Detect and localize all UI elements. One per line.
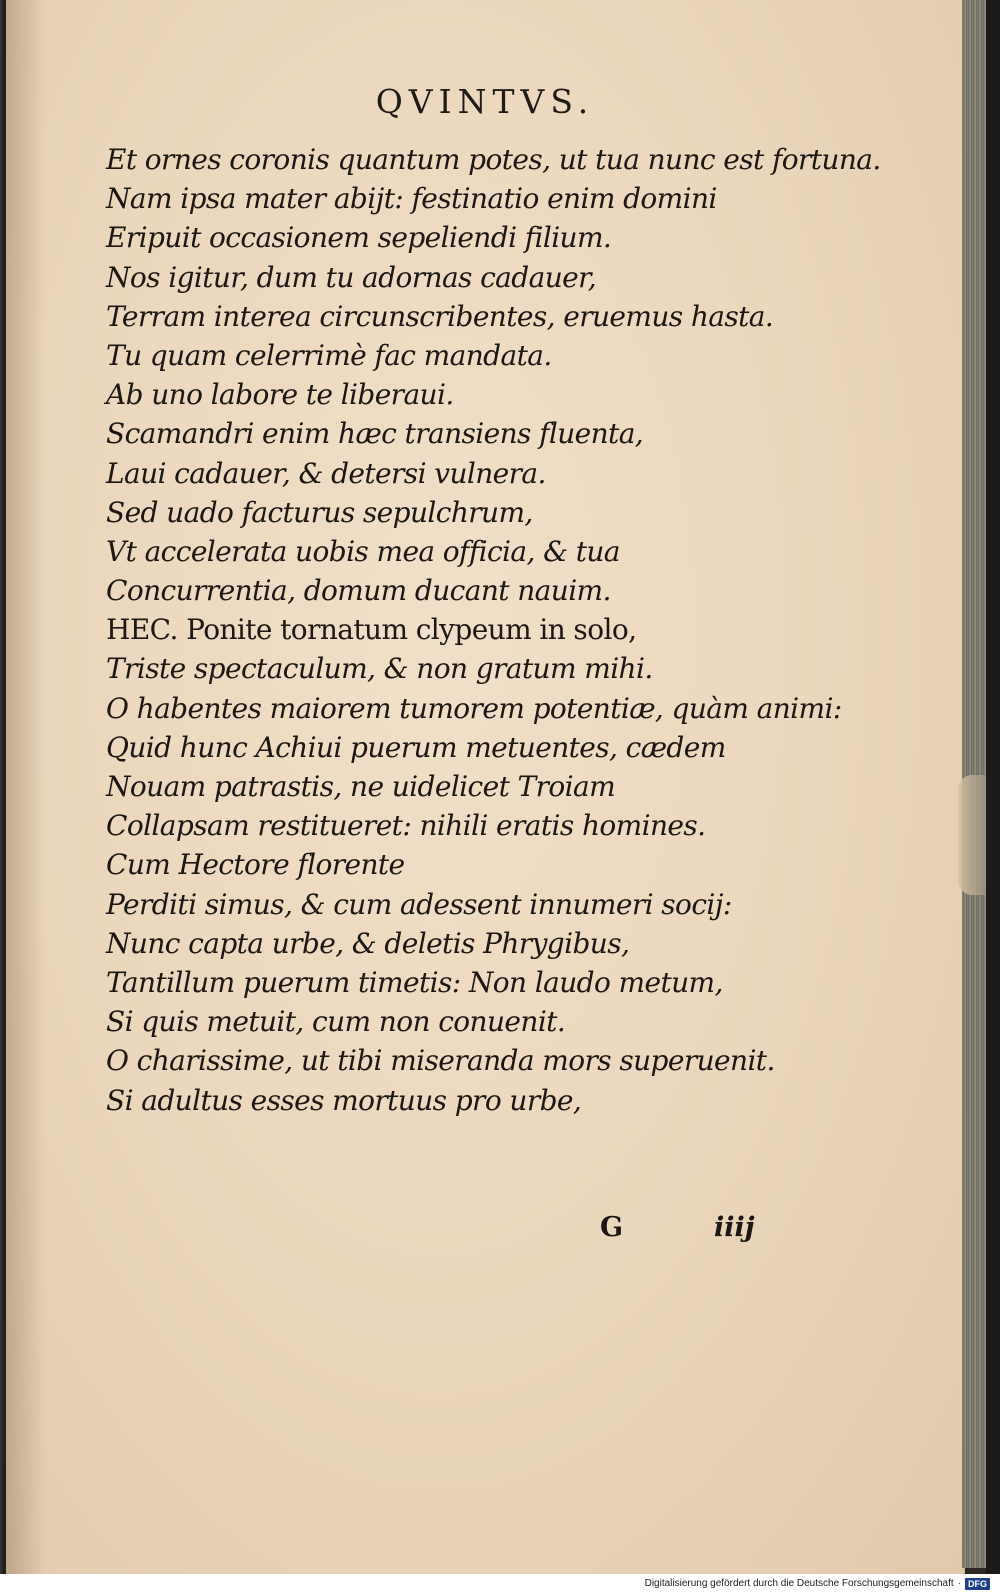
- signature-mark: [0, 1212, 958, 1252]
- text-line: HEC. Ponite tornatum clypeum in solo,: [106, 613, 637, 647]
- signature-number: iiij: [714, 1212, 755, 1243]
- background-edge: [986, 0, 1000, 1593]
- page-edges-bulge: [958, 775, 986, 895]
- text-line: Et ornes coronis quantum potes, ut tua nunc est fortuna.: [106, 143, 881, 176]
- text-line: Ab uno labore te liberaui.: [106, 378, 454, 412]
- text-line: Sed uado facturus sepulchrum,: [106, 495, 533, 529]
- text-line: Si quis metuit, cum non conuenit.: [106, 1005, 566, 1039]
- credit-text: Digitalisierung gefördert durch die Deutsche Forschungsgemeinschaft: [644, 1578, 954, 1589]
- text-line: Vt accelerata uobis mea officia, & tua: [106, 534, 620, 568]
- text-line: Cum Hectore florente: [106, 848, 405, 882]
- verse-text-block: [106, 140, 946, 1120]
- text-line: Scamandri enim hæc transiens fluenta,: [106, 417, 644, 451]
- text-line: O habentes maiorem tumorem potentiæ, quàm animi:: [106, 691, 842, 725]
- signature-letter: G: [600, 1212, 624, 1243]
- text-line: Tantillum puerum timetis: Non laudo metum,: [106, 965, 723, 999]
- separator-dot: ·: [957, 1578, 961, 1589]
- text-line: Tu quam celerrimè fac mandata.: [106, 338, 552, 372]
- text-line: Nouam patrastis, ne uidelicet Troiam: [106, 770, 616, 803]
- text-line: Collapsam restitueret: nihili eratis homines.: [106, 809, 706, 843]
- text-line: Concurrentia, domum ducant nauim.: [106, 574, 611, 608]
- dfg-logo-icon[interactable]: DFG: [965, 1578, 990, 1590]
- text-line: Nos igitur, dum tu adornas cadauer,: [106, 260, 597, 294]
- text-line: Terram interea circunscribentes, eruemus hasta.: [106, 299, 774, 333]
- text-line: Nam ipsa mater abijt: festinatio enim domini: [106, 182, 717, 216]
- text-line: Eripuit occasionem sepeliendi filium.: [106, 221, 612, 255]
- text-line: Nunc capta urbe, & deletis Phrygibus,: [106, 926, 630, 960]
- gutter-shadow: [6, 0, 46, 1574]
- text-line: Laui cadauer, & detersi vulnera.: [106, 456, 546, 490]
- text-line: Triste spectaculum, & non gratum mihi.: [106, 652, 653, 686]
- text-line: Si adultus esses mortuus pro urbe,: [106, 1083, 582, 1117]
- text-line: Perditi simus, & cum adessent innumeri socij:: [106, 887, 732, 921]
- text-line: O charissime, ut tibi miseranda mors superuenit.: [106, 1044, 775, 1078]
- running-head: QVINTVS.: [375, 82, 595, 121]
- footer-credit: [645, 1577, 990, 1591]
- text-line: Quid hunc Achiui puerum metuentes, cædem: [106, 730, 726, 764]
